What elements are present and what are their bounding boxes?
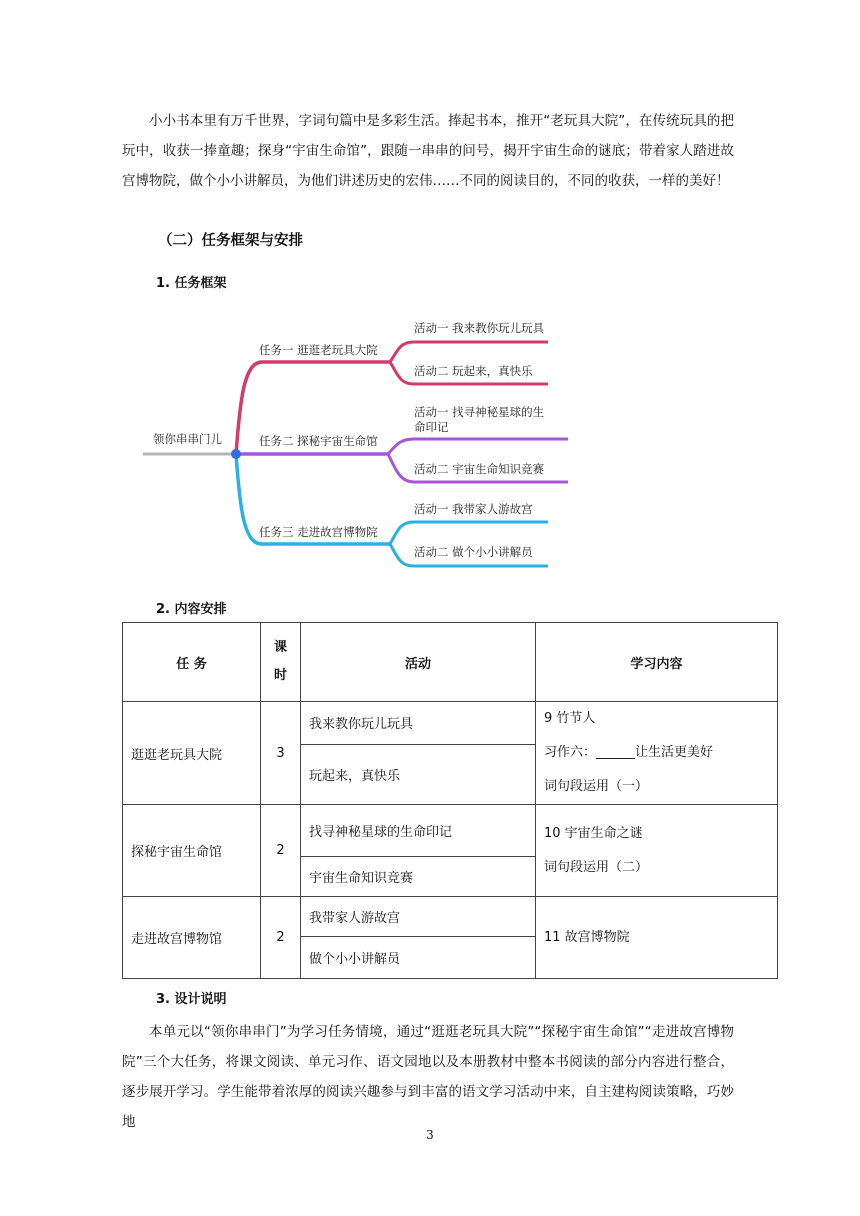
- design-paragraph: 本单元以“领你串串门”为学习任务情境，通过“逛逛老玩具大院”“探秘宇宙生命馆”“走进故宫博物院”三个大任务，将课文阅读、单元习作、语文园地以及本册教材中整本书阅读的部分内容进行整合，逐步展开学习。学生能带着浓厚的阅读兴趣参与到丰富的语文学习活动中来，自主建构阅读策略，巧妙地: [122, 1024, 734, 1130]
- row2-hours: 2: [261, 805, 301, 897]
- row3-activity1: 我带家人游故宫: [301, 897, 536, 937]
- header-task: 任 务: [123, 623, 261, 702]
- row1-content-line2: 习作六：______让生活更美好: [544, 745, 714, 760]
- row1-hours: 3: [261, 702, 301, 805]
- mindmap-center-node: [231, 449, 241, 459]
- table-row: [123, 897, 778, 937]
- header-content: 学习内容: [536, 623, 778, 702]
- row1-content-line3: 词句段运用（一）: [544, 779, 649, 794]
- row3-content: [536, 897, 778, 979]
- task1-label: 任务一 逛逛老玩具大院: [259, 343, 378, 357]
- subheading-design: 3. 设计说明: [156, 992, 227, 1007]
- task2-activity1-line2: 命印记: [414, 420, 449, 434]
- header-hours: [261, 623, 301, 702]
- task2-activity1-branch: [388, 439, 568, 454]
- row1-content-line1: 9 竹节人: [544, 711, 596, 726]
- task2-activity2: 活动二 宇宙生命知识竞赛: [414, 462, 545, 476]
- row1-activity1: 我来教你玩儿玩具: [301, 702, 536, 745]
- row3-activity2: 做个小小讲解员: [301, 937, 536, 979]
- task-mindmap: [0, 0, 860, 600]
- mindmap-root: 领你串串门儿: [153, 432, 222, 446]
- task3-activity1-branch: [390, 522, 548, 544]
- row2-content: [536, 805, 778, 897]
- header-hours-char1: 课: [273, 640, 287, 655]
- header-hours-char2: 时: [273, 668, 287, 683]
- task1-activity1: 活动一 我来教你玩儿玩具: [414, 321, 545, 335]
- subheading-framework: 1. 任务框架: [156, 276, 227, 291]
- row2-activity1: 找寻神秘星球的生命印记: [301, 805, 536, 857]
- row2-content-line1: 10 宇宙生命之谜: [544, 825, 643, 841]
- row3-content-line1: 11 故宫博物院: [544, 929, 630, 945]
- task3-label: 任务三 走进故宫博物院: [259, 525, 378, 539]
- task1-activity2: 活动二 玩起来，真快乐: [414, 364, 533, 378]
- header-activity: 活动: [301, 623, 536, 702]
- intro-paragraph: 小小书本里有万千世界，字词句篇中是多彩生活。捧起书本，推开“老玩具大院”，在传统玩具的把玩中，收获一捧童趣；探身“宇宙生命馆”，跟随一串串的问号，揭开宇宙生命的谜底；带着家人踏进故宫博物院，做个小小讲解员，为他们讲述历史的宏伟……不同的阅读目的，不同的收获，一样的美好！: [122, 113, 734, 189]
- subheading-content: 2. 内容安排: [156, 602, 227, 617]
- row3-task: 走进故宫博物馆: [123, 897, 261, 979]
- row2-activity2: 宇宙生命知识竞赛: [301, 857, 536, 897]
- task3-activity2: 活动二 做个小小讲解员: [414, 545, 533, 559]
- row1-activity2: 玩起来，真快乐: [301, 744, 536, 804]
- row2-content-line2: 词句段运用（二）: [544, 859, 649, 875]
- table-row: [123, 805, 778, 857]
- task2-label: 任务二 探秘宇宙生命馆: [259, 434, 378, 448]
- table-header-row: [123, 623, 778, 702]
- table-row: [123, 702, 778, 745]
- row1-content: [536, 702, 778, 805]
- page-number: 3: [426, 1128, 434, 1142]
- task3-activity1: 活动一 我带家人游故宫: [414, 502, 533, 516]
- row2-task: 探秘宇宙生命馆: [123, 805, 261, 897]
- content-arrangement-table: [122, 622, 778, 979]
- task1-activity1-branch: [390, 342, 548, 362]
- row1-task: 逛逛老玩具大院: [123, 702, 261, 805]
- row3-hours: 2: [261, 897, 301, 979]
- section-heading: （二）任务框架与安排: [158, 233, 303, 249]
- task2-activity1-line1: 活动一 找寻神秘星球的生: [414, 405, 545, 419]
